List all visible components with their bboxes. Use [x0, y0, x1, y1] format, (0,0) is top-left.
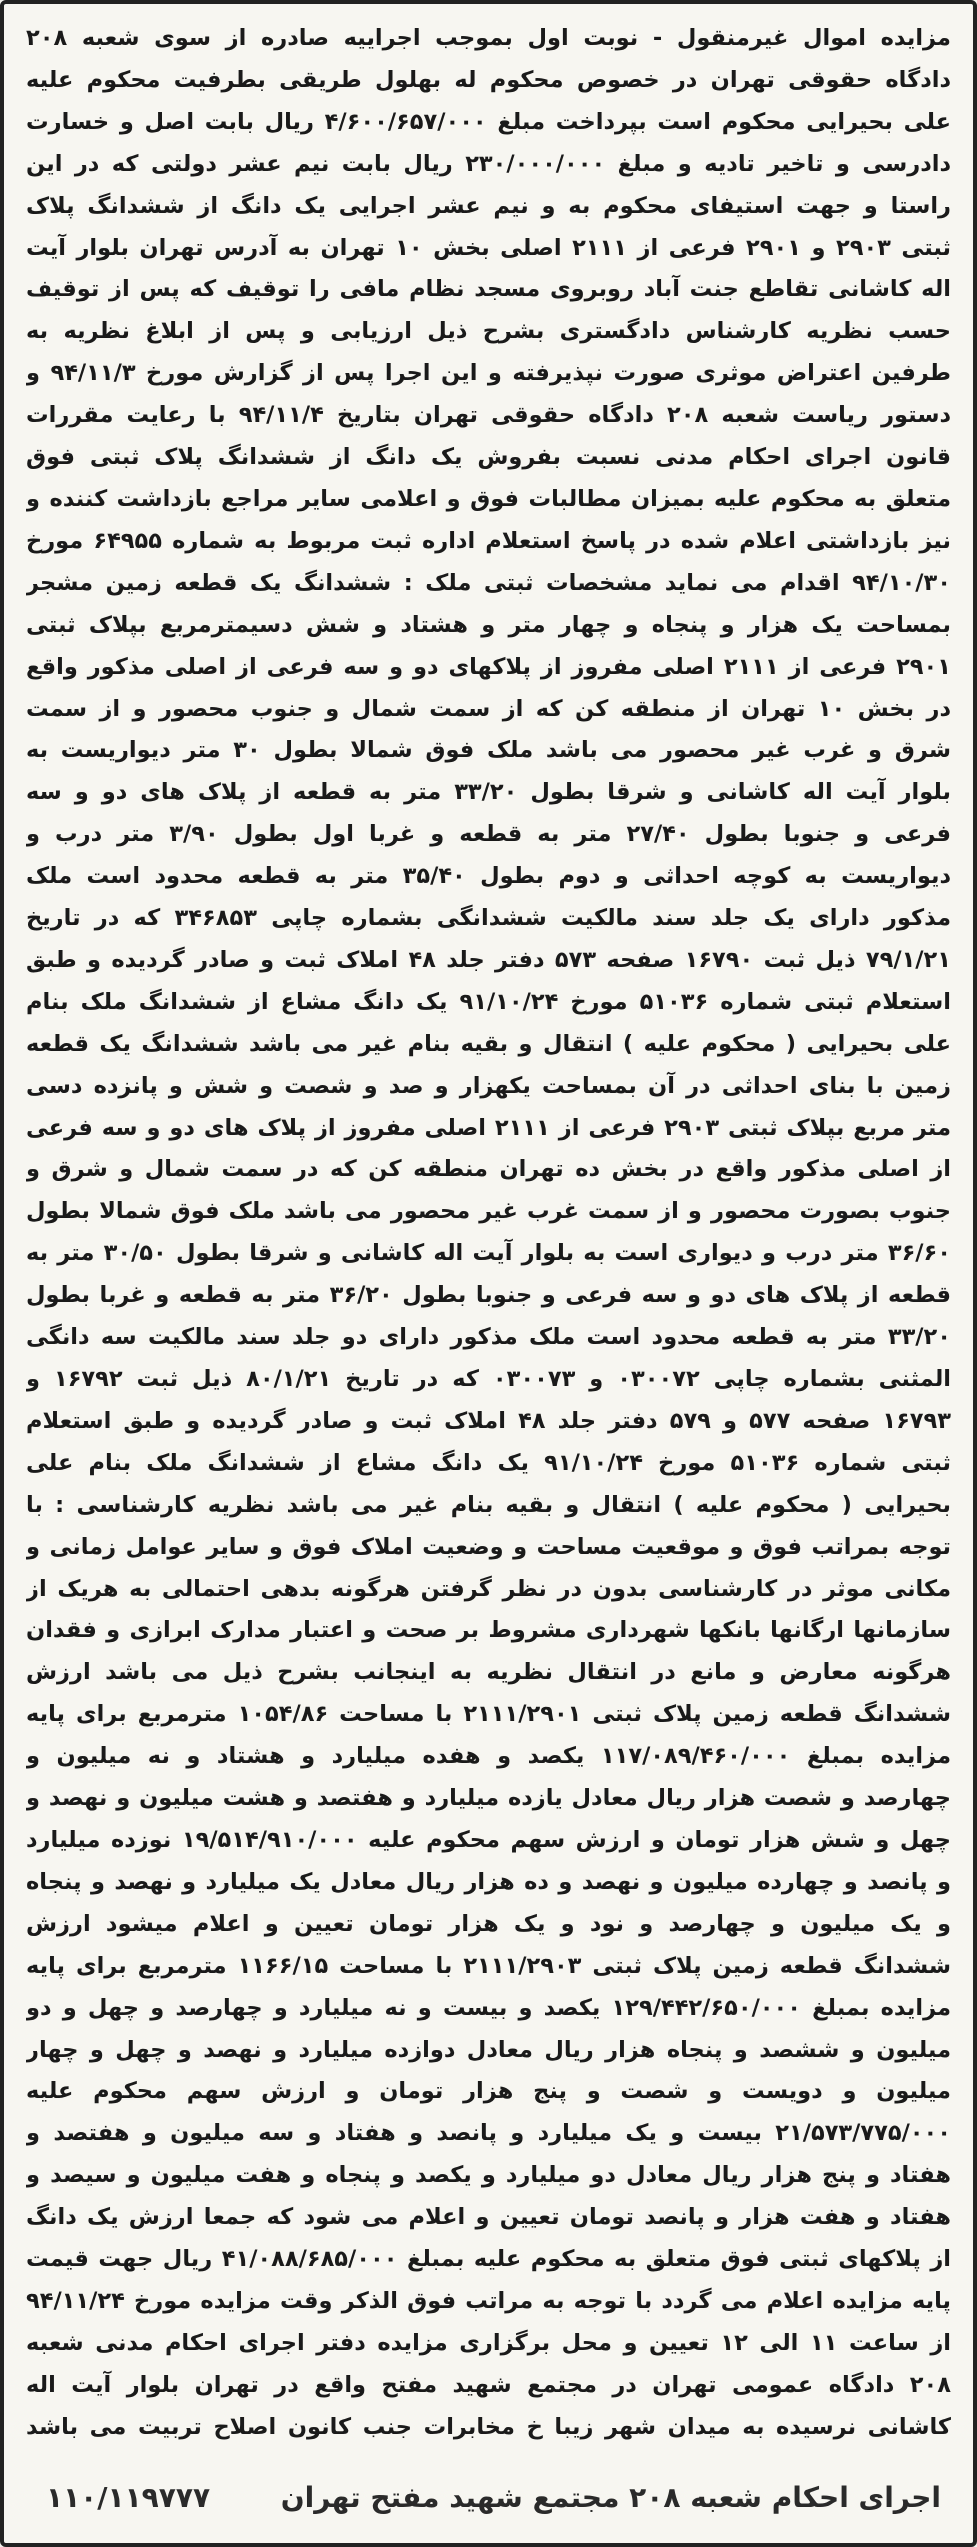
notice-code: ۱۱۰/۱۱۹۷۷۷ [46, 2480, 211, 2514]
issuer-name: اجرای احکام شعبه ۲۰۸ مجتمع شهید مفتح تهران [280, 2480, 941, 2514]
notice-footer [26, 2473, 951, 2521]
notice-body: مزایده اموال غیرمنقول - نوبت اول بموجب اجراییه صادره از سوی شعبه ۲۰۸ دادگاه حقوقی تهران در خصوص محکوم له بهلول طریقی بطرفیت محکوم علیه علی بحیرایی محکوم است بپرداخت مبلغ ۴/۶۰۰/۶۵۷/۰۰۰ ریال بابت اصل و خسارت دادرسی و تاخیر تادیه و مبلغ ۲۳۰/۰۰۰/۰۰۰ ریال بابت نیم عشر دولتی که در این راستا و جهت استیفای محکوم به و نیم عشر اجرایی یک دانگ از ششدانگ پلاک ثبتی ۲۹۰۳ و ۲۹۰۱ فرعی از ۲۱۱۱ اصلی بخش ۱۰ تهران به آدرس تهران بلوار آیت اله کاشانی تقاطع جنت آباد روبروی مسجد نظام مافی را توقیف که پس از توقیف حسب نظریه کارشناس دادگستری بشرح ذیل ارزیابی و پس از ابلاغ نظریه به طرفین اعتراض موثری صورت نپذیرفته و این اجرا پس از گزارش مورخ ۹۴/۱۱/۳ و دستور ریاست شعبه ۲۰۸ دادگاه حقوقی تهران بتاریخ ۹۴/۱۱/۴ با رعایت مقررات قانون اجرای احکام مدنی نسبت بفروش یک دانگ از ششدانگ پلاک ثبتی فوق متعلق به محکوم علیه بمیزان مطالبات فوق و اعلامی سایر مراجع بازداشت کننده و نیز بازداشتی اعلام شده در پاسخ استعلام اداره ثبت مربوط به شماره ۶۴۹۵۵ مورخ ۹۴/۱۰/۳۰ اقدام می نماید مشخصات ثبتی ملک : ششدانگ یک قطعه زمین مشجر بمساحت یک هزار و پنجاه و چهار متر و هشتاد و شش دسیمترمربع بپلاک ثبتی ۲۹۰۱ فرعی از ۲۱۱۱ اصلی مفروز از پلاکهای دو و سه فرعی از اصلی مذکور واقع در بخش ۱۰ تهران از منطقه کن که از سمت شمال و جنوب محصور و از سمت شرق و غرب غیر محصور می باشد ملک فوق شمالا بطول ۳۰ متر دیواریست به بلوار آیت اله کاشانی و شرقا بطول ۳۳/۲۰ متر به قطعه از پلاک های دو و سه فرعی و جنوبا بطول ۲۷/۴۰ متر به قطعه و غربا اول بطول ۳/۹۰ متر درب و دیواریست به کوچه احداثی و دوم بطول ۳۵/۴۰ متر به قطعه محدود است ملک مذکور دارای یک جلد سند مالکیت ششدانگی بشماره چاپی ۳۴۶۸۵۳ که در تاریخ ۷۹/۱/۲۱ ذیل ثبت ۱۶۷۹۰ صفحه ۵۷۳ دفتر جلد ۴۸ املاک ثبت و صادر گردیده و طبق استعلام ثبتی شماره ۵۱۰۳۶ مورخ ۹۱/۱۰/۲۴ یک دانگ مشاع از ششدانگ ملک بنام علی بحیرایی ( محکوم علیه ) انتقال و بقیه بنام غیر می باشد ششدانگ یک قطعه زمین با بنای احداثی در آن بمساحت یکهزار و صد و شصت و شش و پانزده دسی متر مربع بپلاک ثبتی ۲۹۰۳ فرعی از ۲۱۱۱ اصلی مفروز از پلاک های دو و سه فرعی از اصلی مذکور واقع در بخش ده تهران منطقه کن که در سمت شمال و شرق و جنوب بصورت محصور و از سمت غرب غیر محصور می باشد ملک فوق شمالا بطول ۳۶/۶۰ متر درب و دیواری است به بلوار آیت اله کاشانی و شرقا بطول ۳۰/۵۰ متر به قطعه از پلاک های دو و سه فرعی و جنوبا بطول ۳۶/۲۰ متر به قطعه و غربا بطول ۳۳/۲۰ متر به قطعه محدود است ملک مذکور دارای دو جلد سند مالکیت سه دانگی المثنی بشماره چاپی ۰۳۰۰۷۲ و ۰۳۰۰۷۳ که در تاریخ ۸۰/۱/۲۱ ذیل ثبت ۱۶۷۹۲ و ۱۶۷۹۳ صفحه ۵۷۷ و ۵۷۹ دفتر جلد ۴۸ املاک ثبت و صادر گردیده و طبق استعلام ثبتی شماره ۵۱۰۳۶ مورخ ۹۱/۱۰/۲۴ یک دانگ مشاع از ششدانگ ملک بنام علی بحیرایی ( محکوم علیه ) انتقال و بقیه بنام غیر می باشد نظریه کارشناسی : با توجه بمراتب فوق و موقعیت مساحت و وضعیت املاک فوق و سایر عوامل زمانی و مکانی موثر در کارشناسی بدون در نظر گرفتن هرگونه بدهی احتمالی به هریک از سازمانها ارگانها بانکها شهرداری مشروط بر صحت و اعتبار مدارک ابرازی و فقدان هرگونه معارض و مانع در انتقال نظریه به اینجانب بشرح ذیل می باشد ارزش ششدانگ قطعه زمین پلاک ثبتی ۲۱۱۱/۲۹۰۱ با مساحت ۱۰۵۴/۸۶ مترمربع برای پایه مزایده بمبلغ ۱۱۷/۰۸۹/۴۶۰/۰۰۰ یکصد و هفده میلیارد و هشتاد و نه میلیون و چهارصد و شصت هزار ریال معادل یازده میلیارد و هفتصد و هشت میلیون و نهصد و چهل و شش هزار تومان و ارزش سهم محکوم علیه ۱۹/۵۱۴/۹۱۰/۰۰۰ نوزده میلیارد و پانصد و چهارده میلیون و نهصد و ده هزار ریال معادل یک میلیارد و نهصد و پنجاه و یک میلیون و چهارصد و نود و یک هزار تومان تعیین و اعلام میشود ارزش ششدانگ قطعه زمین پلاک ثبتی ۲۱۱۱/۲۹۰۳ با مساحت ۱۱۶۶/۱۵ مترمربع برای پایه مزایده بمبلغ ۱۲۹/۴۴۲/۶۵۰/۰۰۰ یکصد و بیست و نه میلیارد و چهارصد و چهل و دو میلیون و ششصد و پنجاه هزار ریال معادل دوازده میلیارد و نهصد و چهل و چهار میلیون و دویست و شصت و پنج هزار تومان و ارزش سهم محکوم علیه ۲۱/۵۷۳/۷۷۵/۰۰۰ بیست و یک میلیارد و پانصد و هفتاد و سه میلیون و هفتصد و هفتاد و پنج هزار ریال معادل دو میلیارد و یکصد و پنجاه و هفت میلیون و سیصد و هفتاد و هفت هزار و پانصد تومان تعیین و اعلام می شود که جمعا ارزش یک دانگ از پلاکهای ثبتی فوق متعلق به محکوم علیه بمبلغ ۴۱/۰۸۸/۶۸۵/۰۰۰ ریال جهت قیمت پایه مزایده اعلام می گردد با توجه به مراتب فوق الذکر وقت مزایده مورخ ۹۴/۱۱/۲۴ از ساعت ۱۱ الی ۱۲ تعیین و محل برگزاری مزایده دفتر اجرای احکام مدنی شعبه ۲۰۸ دادگاه عمومی تهران در مجتمع شهید مفتح واقع در تهران بلوار آیت اله کاشانی نرسیده به میدان شهر زیبا خ مخابرات جنب کانون اصلاح تربیت می باشد [26, 25, 951, 2440]
